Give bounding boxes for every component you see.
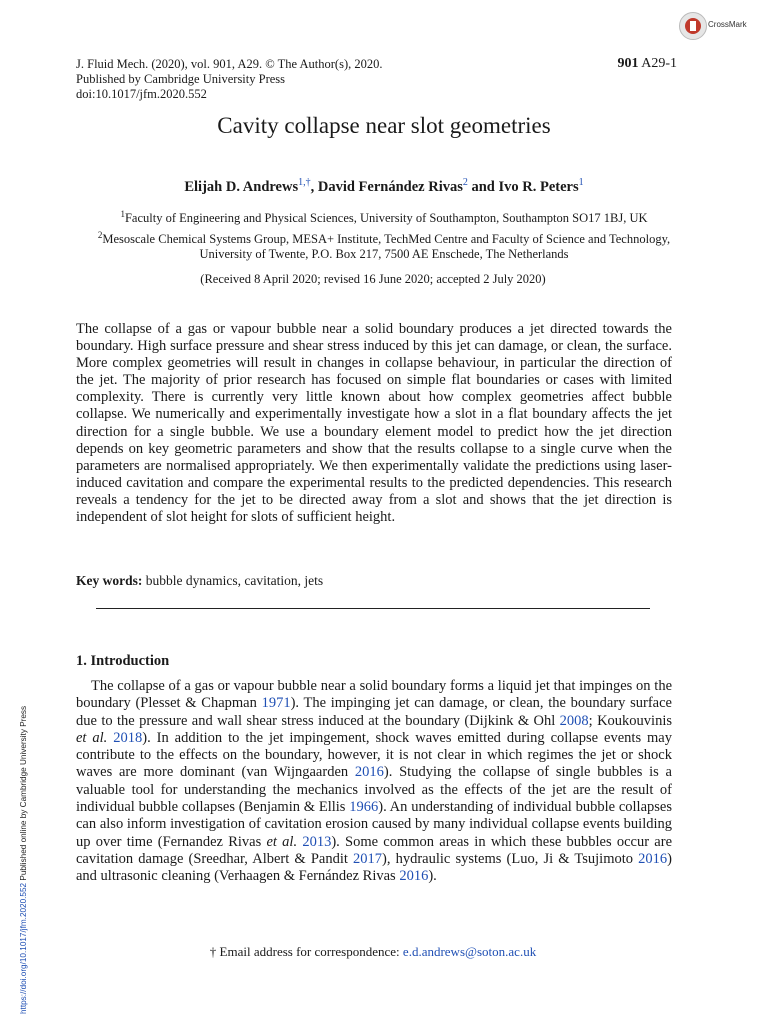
abstract: The collapse of a gas or vapour bubble near a solid boundary produces a jet directed towards the boundary. High surface pressure and shear stress induced by this jet can damage, or clean, the surface. More complex geometries will result in changes in collapse behaviour, in particular the direction of the jet. The majority of prior research has focused on simple flat boundaries or cases with limited complexity. There is currently very little known about how complex geometries affect bubble collapse. We numerically and experimentally investigate how a slot in a flat boundary affects the jet direction for a single bubble. We use a boundary element model to predict how the jet direction depends on key geometric parameters and show that the results collapse to a single curve when the parameters are normalised appropriately. We then experimentally validate the predictions using laser-induced cavitation and compare the experimental results to the predicted dependencies. This research reveals a tendency for the jet to be directed away from a slot and shows that the jet direction is independent of slot height for slots of sufficient height. — [76, 321, 672, 526]
affiliation-number: 1 — [120, 209, 125, 219]
affiliation-1 — [70, 207, 698, 226]
citation-link[interactable]: 2016 — [354, 764, 384, 781]
received-dates: (Received 8 April 2020; revised 16 June 2020; accepted 2 July 2020) — [200, 272, 546, 286]
intro-text: ). An understanding of individual bubble collapses can also inform investigation of cavitation erosion caused by many individual collapse events building up over time (Fernandez Rivas — [76, 799, 672, 850]
affiliation-text: Mesoscale Chemical Systems Group, MESA+ Institute, TechMed Centre and Faculty of Science and Technology, University of Twente, P.O. Box 217, 7500 AE Enschede, The Netherlands — [102, 232, 671, 262]
author-name: Elijah D. Andrews — [184, 178, 299, 195]
article-number: A29-1 — [641, 56, 677, 71]
sidebar-doi-notice — [19, 706, 28, 1014]
journal-citation: J. Fluid Mech. (2020), vol. 901, A29. © The Author(s), 2020. — [76, 57, 383, 71]
footnote-prefix: † Email address for correspondence: — [209, 944, 403, 959]
journal-publisher: Published by Cambridge University Press — [76, 72, 286, 86]
keywords-value: bubble dynamics, cavitation, jets — [145, 573, 324, 588]
citation-link[interactable]: 2016 — [638, 850, 668, 867]
email-link[interactable]: e.d.andrews@soton.ac.uk — [402, 944, 537, 959]
citation-link[interactable]: 2013 — [302, 833, 332, 850]
affiliation-number: 2 — [97, 230, 103, 240]
intro-text: The collapse of a gas or vapour bubble near a solid boundary forms a liquid jet that impinges on the boundary (Plesset & Chapman — [76, 678, 672, 712]
author-affiliation-mark[interactable]: 1 — [578, 177, 584, 188]
keywords — [76, 573, 323, 589]
author-affiliation-mark[interactable]: 1,† — [298, 177, 311, 188]
divider — [96, 608, 650, 609]
volume-number: 901 — [617, 56, 639, 71]
intro-text: ). The impinging jet can damage, or clean, the boundary surface due to the pressure and wall shear stress induced at the boundary (Dijkink & Ohl — [76, 695, 672, 729]
sidebar-published-text: Published online by Cambridge University Press — [19, 705, 28, 883]
intro-text: ). In addition to the jet impingement, shock waves emitted during collapse events may contribute to the effects on the boundary, however, it is not clear in which regimes the jet or shock waves are more dominant (van Wijngaarden — [76, 729, 672, 781]
footnote — [0, 944, 746, 960]
introduction-paragraph — [76, 678, 672, 886]
citation-link[interactable]: 2016 — [399, 868, 429, 885]
section-heading: 1. Introduction — [76, 653, 170, 669]
citation-link[interactable]: 2018 — [113, 729, 143, 746]
crossmark-badge[interactable] — [679, 12, 754, 40]
author-name: David Fernández Rivas — [317, 178, 463, 195]
citation-link[interactable]: 1971 — [261, 695, 291, 712]
crossmark-label: CrossMark — [708, 20, 747, 29]
author-separator: and — [467, 178, 499, 195]
journal-header — [76, 57, 382, 102]
keywords-label: Key words: — [76, 573, 143, 588]
author-name: Ivo R. Peters — [498, 178, 579, 195]
affiliation-2 — [70, 228, 698, 262]
intro-text: ; Koukouvinis — [588, 712, 673, 729]
intro-italic-text: et al. — [266, 833, 298, 850]
page-number — [617, 56, 677, 72]
intro-text: ), hydraulic systems (Luo, Ji & Tsujimoto — [382, 850, 639, 867]
paper-title: Cavity collapse near slot geometries — [217, 113, 551, 138]
author-separator: , — [310, 178, 318, 195]
intro-text: ) and ultrasonic cleaning (Verhaagen & Fernández Rivas — [76, 850, 672, 885]
author-affiliation-mark[interactable]: 2 — [462, 177, 468, 188]
journal-doi: doi:10.1017/jfm.2020.552 — [76, 87, 207, 101]
citation-link[interactable]: 2008 — [559, 712, 589, 729]
intro-text: ). — [428, 868, 437, 885]
author-list — [0, 177, 768, 196]
intro-text: ). Studying the collapse of single bubbles is a valuable tool for understanding the mechanics involved as the effects of the jet are the result of individual bubble collapses (Benjamin & Ellis — [76, 764, 672, 816]
citation-link[interactable]: 2017 — [353, 850, 383, 867]
sidebar-doi-link[interactable]: https://doi.org/10.1017/jfm.2020.552 — [19, 882, 28, 1014]
crossmark-icon — [679, 12, 707, 40]
intro-text: ). Some common areas in which these bubbles occur are cavitation damage (Sreedhar, Albert & Pandit — [76, 833, 673, 867]
affiliation-text: Faculty of Engineering and Physical Sciences, University of Southampton, Southampton SO17 1BJ, UK — [124, 211, 648, 226]
citation-link[interactable]: 1966 — [349, 799, 379, 816]
intro-italic-text: et al. — [76, 729, 108, 746]
